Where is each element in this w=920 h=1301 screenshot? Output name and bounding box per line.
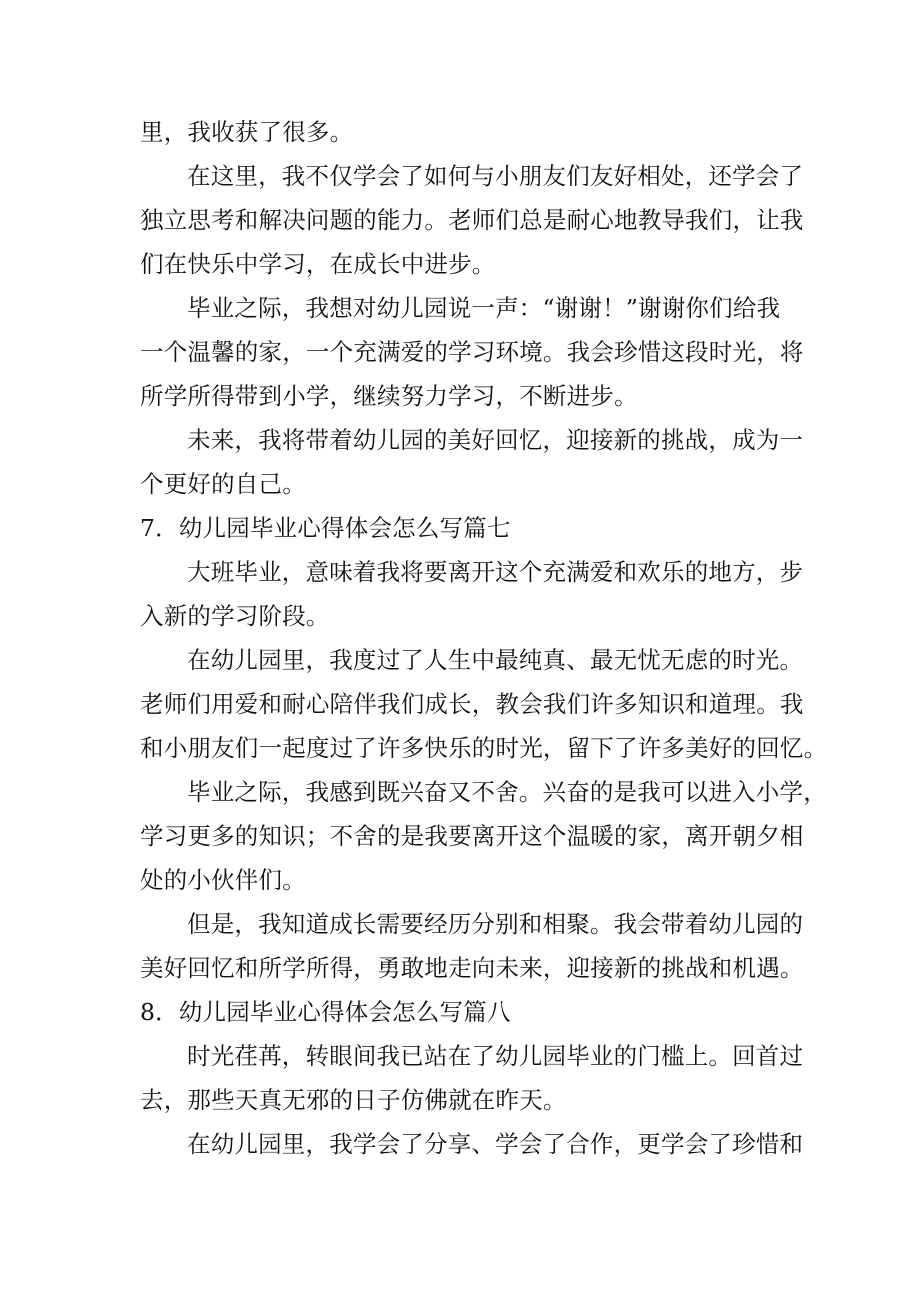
- text-line: 在这里，我不仅学会了如何与小朋友们友好相处，还学会了: [187, 162, 804, 190]
- section-heading-7: 7．幼儿园毕业心得体会怎么写篇七: [140, 514, 511, 542]
- text-line: 未来，我将带着幼儿园的美好回忆，迎接新的挑战，成为一: [187, 426, 804, 454]
- text-line: 入新的学习阶段。: [140, 602, 330, 630]
- text-line: 们在快乐中学习，在成长中进步。: [140, 250, 496, 278]
- text-line: 但是，我知道成长需要经历分别和相聚。我会带着幼儿园的: [187, 910, 804, 938]
- text-line: 里，我收获了很多。: [140, 118, 354, 146]
- text-line: 在幼儿园里，我度过了人生中最纯真、最无忧无虑的时光。: [187, 646, 804, 674]
- text-line: 毕业之际，我想对幼儿园说一声：“谢谢！”谢谢你们给我: [187, 294, 781, 322]
- text-line: 大班毕业，意味着我将要离开这个充满爱和欢乐的地方，步: [187, 558, 804, 586]
- text-line: 毕业之际，我感到既兴奋又不舍。兴奋的是我可以进入小学，: [187, 778, 827, 806]
- text-line: 时光荏苒，转眼间我已站在了幼儿园毕业的门槛上。回首过: [187, 1042, 804, 1070]
- text-line: 处的小伙伴们。: [140, 866, 306, 894]
- text-line: 所学所得带到小学，继续努力学习，不断进步。: [140, 382, 638, 410]
- text-line: 老师们用爱和耐心陪伴我们成长，教会我们许多知识和道理。我: [140, 690, 804, 718]
- text-line: 和小朋友们一起度过了许多快乐的时光，留下了许多美好的回忆。: [140, 734, 828, 762]
- section-heading-8: 8．幼儿园毕业心得体会怎么写篇八: [140, 998, 511, 1026]
- document-body: [140, 110, 828, 1166]
- text-line: 在幼儿园里，我学会了分享、学会了合作，更学会了珍惜和: [187, 1130, 804, 1158]
- text-line: 美好回忆和所学所得，勇敢地走向未来，迎接新的挑战和机遇。: [140, 954, 804, 982]
- text-line: 独立思考和解决问题的能力。老师们总是耐心地教导我们，让我: [140, 206, 804, 234]
- text-line: 去，那些天真无邪的日子仿佛就在昨天。: [140, 1086, 567, 1114]
- text-line: 个更好的自己。: [140, 470, 306, 498]
- text-line: 学习更多的知识；不舍的是我要离开这个温暖的家，离开朝夕相: [140, 822, 804, 850]
- text-line: 一个温馨的家，一个充满爱的学习环境。我会珍惜这段时光，将: [140, 338, 804, 366]
